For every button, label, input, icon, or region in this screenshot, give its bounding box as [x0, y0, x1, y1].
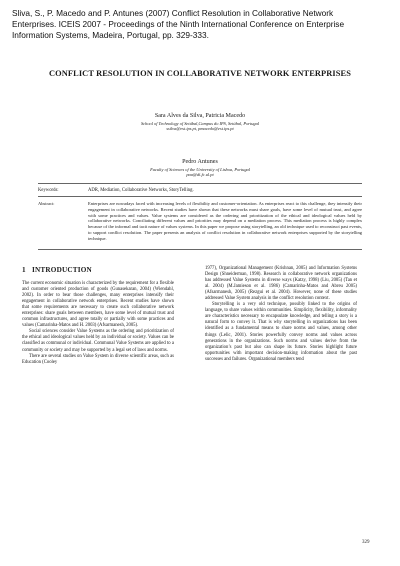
- divider-bottom: [38, 249, 362, 250]
- abstract-label: Abstract:: [38, 201, 55, 206]
- section-heading: [22, 266, 174, 275]
- author-email: paa@di.fc.ul.pt: [186, 172, 214, 178]
- abstract-text: Enterprises are nowadays faced with increasing levels of flexibility and customer-orientation. As enterprises react to this challenge, they intensify their engagement in collaborative networks. Recent studies have shown that these networks must share goals, have some level of mutual trust, and agree with some practices and values. Value systems are considered as the ordering and prioritization of the ethical and ideological values held by collaborative networks. Conciliating different values and priorities may depend on a mediation process. This mediation process is highly complex because of the informal and tacit nature of values systems. In this paper we propose using storytelling, an old technique used to reconstruct past events, to support conflict resolution. The paper presents an analysis of conflict resolution in collaborative network enterprises supported by the storytelling technique.: [88, 201, 362, 241]
- author-names: Pedro Antunes: [182, 159, 218, 165]
- keywords-label: Keywords:: [38, 188, 59, 193]
- divider-top: [38, 183, 362, 184]
- paragraph: Storytelling is a very old technique, possibly linked to the origins of language, to share values within communities. Simplicity, flexibility, informality are characteristics necessary to encapsulate knowledge, and telling a story is a natural form to convey it. That is why storytelling in organizations has been identified as a fundamental means to share norms and values, among other things (Lelic, 2001). Stories powerfully convey norms and values across generations in the organizations. Such norms and values derive from the organization’s past but also can shape its future. Stories highlight future opportunities with important decision-making information about the past successes and failures. Organizational members tend: [205, 302, 357, 362]
- paragraph: There are several studies on Value System in diverse scientific areas, such as Education (Cooley: [22, 353, 174, 365]
- page-number: 329: [362, 540, 370, 545]
- paragraph: 1977), Organizational Management (Krishnan, 2005) and Information Systems Design (Shneiderman, 1998). Research in collaborative network organizations has addressed Value Systems in diverse ways (Katzy, 1998) (Liu, 2005) (Tan et al. 2004) (M.Jamieson et al. 1986) (Camarinha-Matos and Abreu 2005) (Afsarmanesh, 2005) (Rezgui et al. 2004). However, none of these studies addressed Value System analysis in the conflict resolution context.: [205, 266, 357, 302]
- paragraph: The current economic situation is characterized by the requirement for a flexible and customer oriented production of goods (Gunasekaran, 2004) (Wiendahl, 2002). In order to bear those challenges, many enterprises intensify their engagement in collaborative network enterprises. Recent studies have shown that some requirements are necessary to create such collaborative network enterprises: share goals between members, have some level of mutual trust and common infrastructures, and agree totally or partially with some practices and values (Camarinha-Matos and H. 2003) (Afsarmanesh, 2005).: [22, 281, 174, 329]
- author-names: Sara Alves da Silva, Patricia Macedo: [154, 113, 246, 119]
- author-affiliation: Faculty of Sciences of the University of Lisboa, Portugal: [150, 166, 250, 172]
- paper-title: CONFLICT RESOLUTION IN COLLABORATIVE NETWORK ENTERPRISES: [49, 69, 351, 78]
- paragraph: Social sciences consider Value Systems as the ordering and prioritization of the ethical and ideological values held by an individual or society. Values can be classified as communal or individual. Communal Value Systems are applied to a community or society and may be supported by a legal set of laws and norms.: [22, 329, 174, 353]
- keywords-text: ADR, Mediation, Collaborative Networks, StoryTelling.: [88, 188, 194, 193]
- author-block-2: [40, 159, 360, 178]
- author-email: ssilva@est.ips.pt, pmacedo@est.ips.pt: [166, 126, 234, 132]
- citation-header: Sliva, S., P. Macedo and P. Antunes (2007) Conflict Resolution in Collaborative Network Enterprises. ICEIS 2007 - Proceedings of the Ninth International Conference on Enterprise Information Systems, Madeira, Portugal, pp. 329-333.: [12, 8, 345, 40]
- author-affiliation: School of Technology of Setúbal,Campus do IPS, Setúbal, Portugal: [140, 120, 259, 126]
- author-block-1: [40, 113, 360, 132]
- left-column: [22, 266, 174, 366]
- divider-middle: [38, 196, 362, 197]
- section-number: 1: [22, 266, 26, 274]
- right-column: [205, 266, 357, 363]
- section-title: INTRODUCTION: [32, 266, 92, 274]
